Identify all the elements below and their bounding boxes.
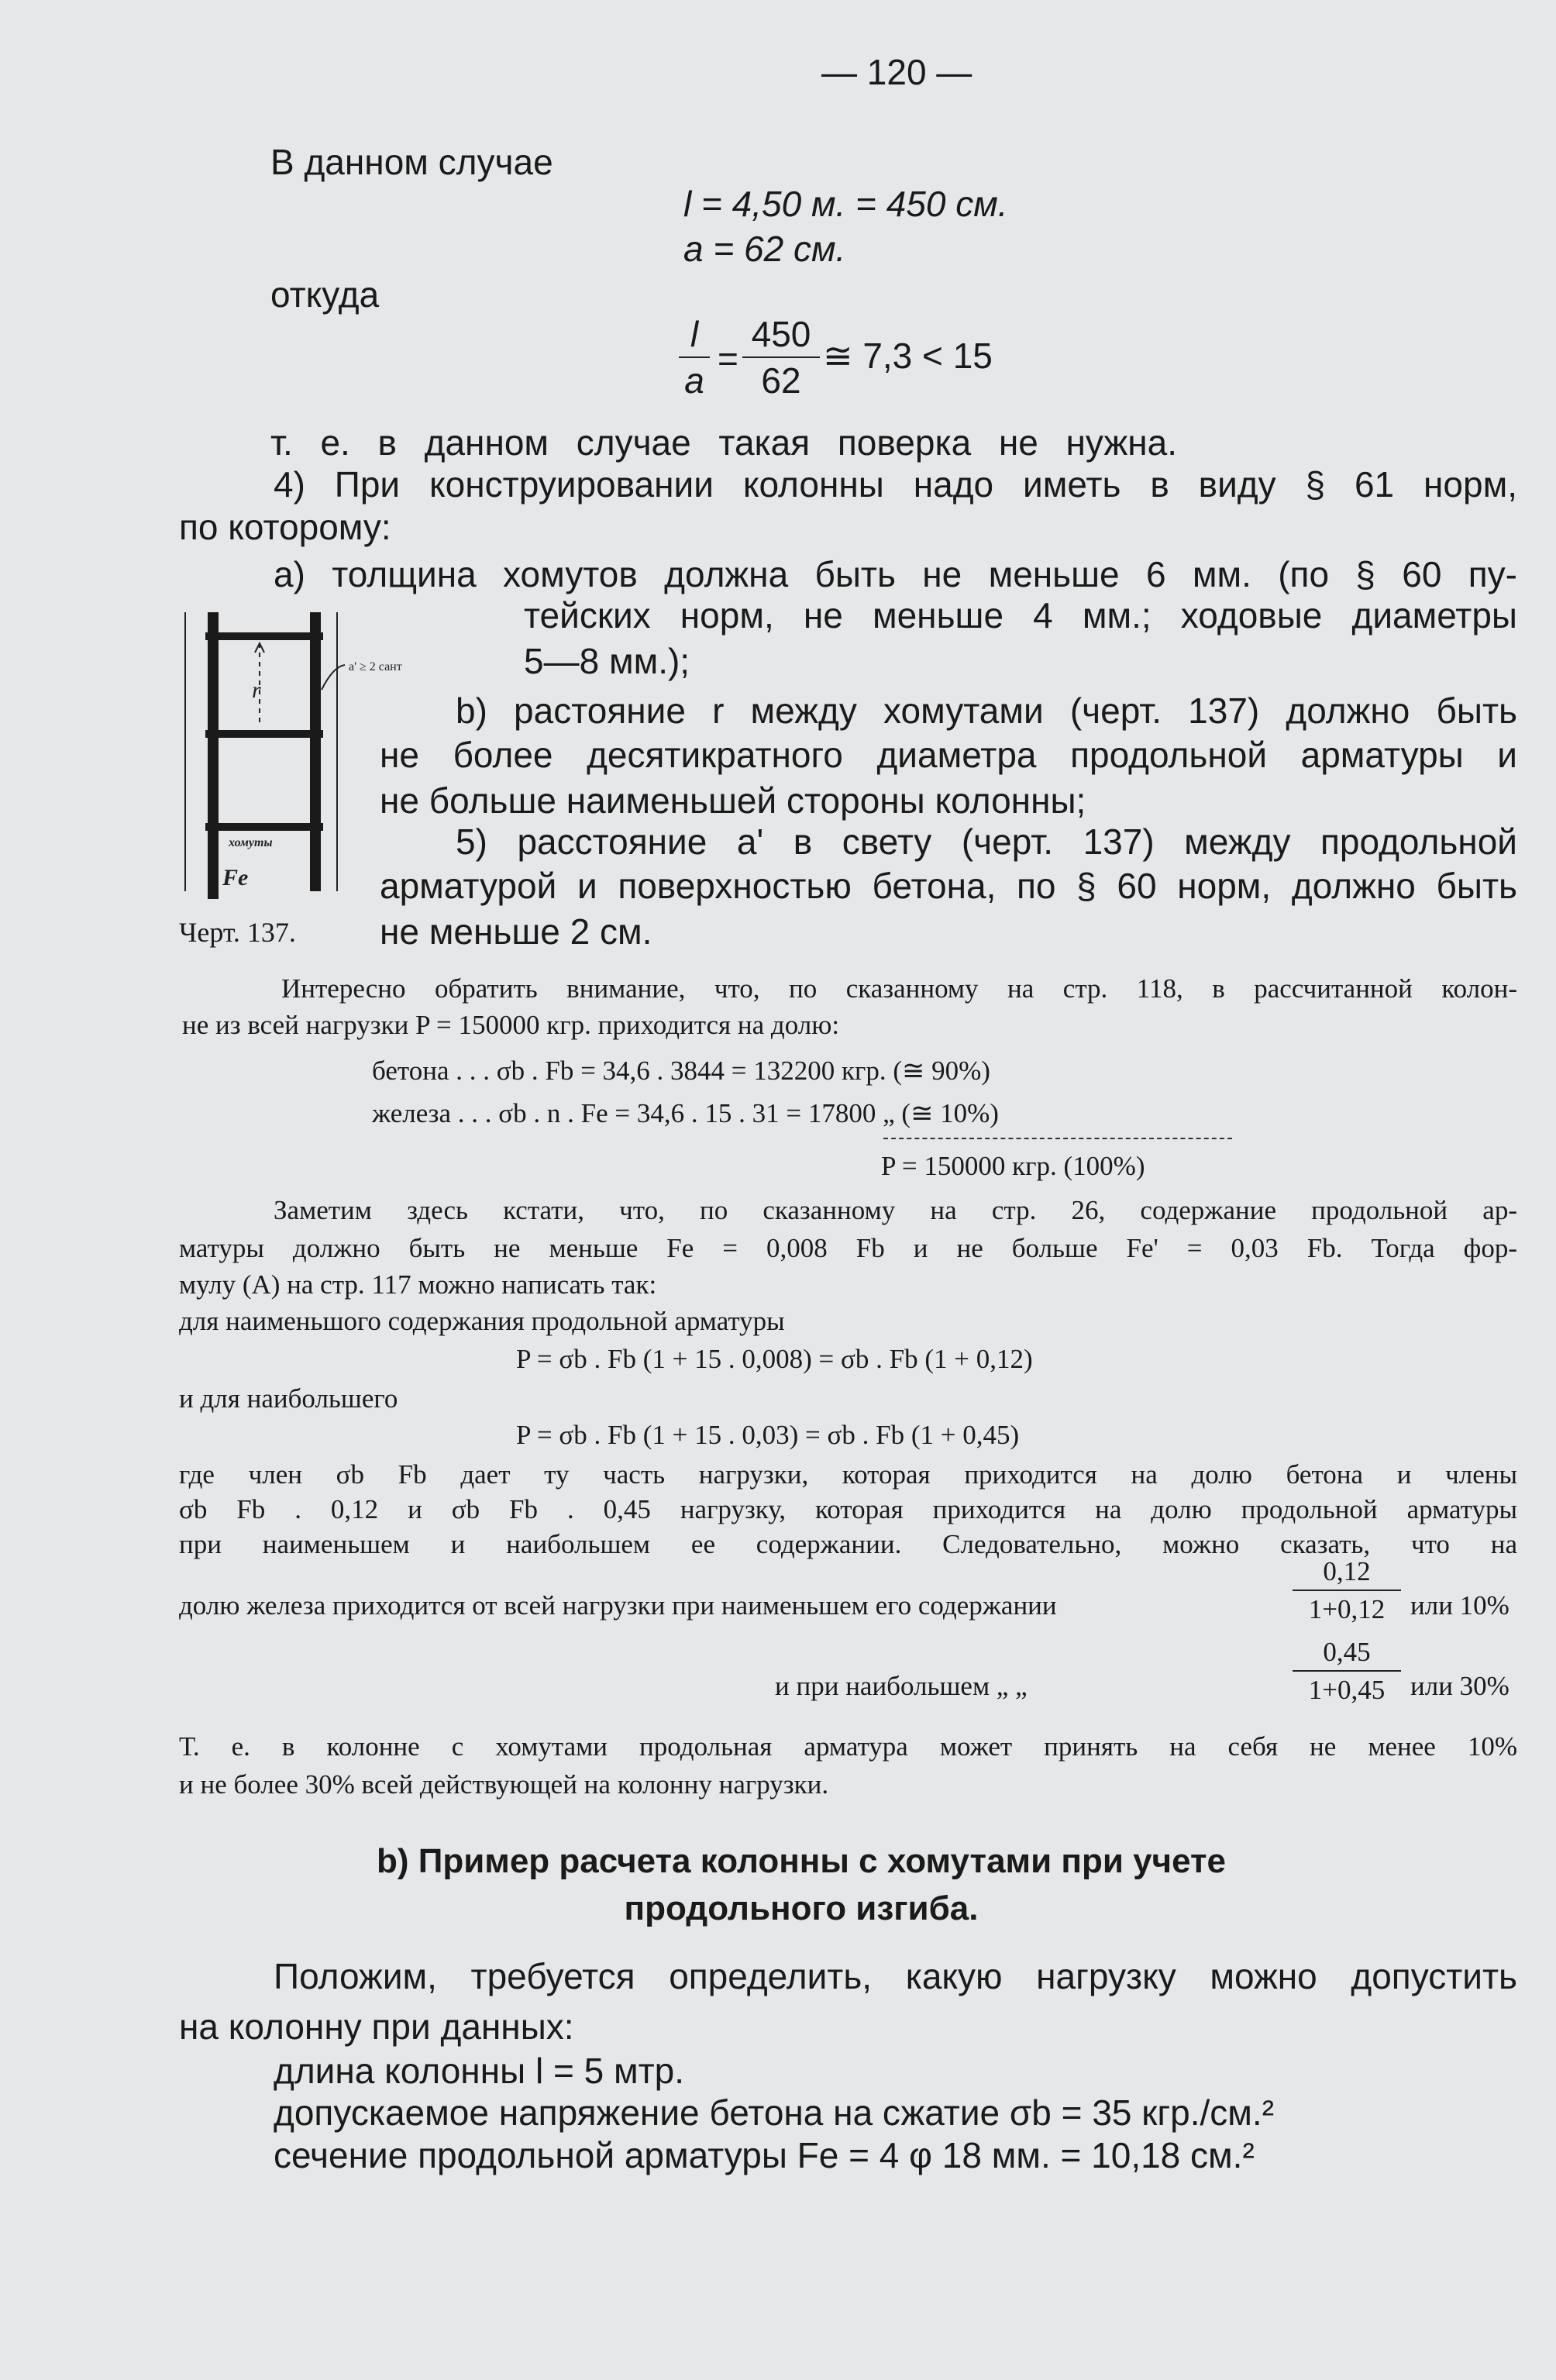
figure-caption: Черт. 137. [179,917,296,948]
sum-underline [883,1138,1232,1139]
fraction-den: 1+0,45 [1308,1675,1386,1705]
ratio-num: 450 [751,314,811,354]
text-line: допускаемое напряжение бетона на сжатие σb = 35 кгр./см.² [274,2092,1275,2133]
text-line: 4) При конструировании колонны надо иметь в виду § 61 норм, [274,464,1517,505]
figure-137-column-ties [174,597,402,907]
fraction-bar [679,356,710,358]
label-ties: хомуты [229,836,273,849]
text-line: при наименьшем и наибольшем ее содержании. Следовательно, можно сказать, что на [179,1529,1517,1559]
text-line: и для наибольшего [179,1383,398,1414]
formula-l: l = 4,50 м. = 450 см. [683,184,1008,224]
formula-a: a = 62 см. [683,229,846,269]
label-cover: a' ≥ 2 сант [349,660,402,673]
ratio-den: 62 [761,360,801,401]
text-line: длина колонны l = 5 мтр. [274,2051,685,2091]
fraction-min [1293,1558,1401,1623]
fraction-max [1293,1638,1401,1703]
ratio-den-symbol: a [684,360,704,401]
label-fe: Fe [222,865,249,890]
formula-line: бетона . . . σb . Fb = 34,6 . 3844 = 132200 кгр. (≅ 90%) [372,1056,990,1086]
text-line: долю железа приходится от всей нагрузки при наименьшем его содержании [179,1590,1057,1621]
text-line: не меньше 2 см. [380,911,652,952]
text-line: сечение продольной арматуры Fe = 4 φ 18 мм. = 10,18 см.² [274,2135,1255,2175]
text-line: где член σb Fb дает ту часть нагрузки, которая приходится на долю бетона и члены [179,1459,1517,1490]
ratio-result: ≅ 7,3 < 15 [823,336,993,376]
text-line: 5—8 мм.); [524,641,690,681]
text-line: не больше наименьшей стороны колонны; [380,780,1086,821]
text-line: т. е. в данном случае такая поверка не нужна. [270,422,1177,463]
page-number: — 120 — [821,52,972,92]
fraction-bar [1293,1670,1401,1672]
fraction-result: или 30% [1410,1671,1510,1701]
text-line: Заметим здесь кстати, что, по сказанному на стр. 26, содержание продольной ар- [274,1195,1517,1225]
text-line: мулу (A) на стр. 117 можно написать так: [179,1269,657,1300]
text-line: и при наибольшем „ „ [775,1671,1028,1701]
equals: = [718,339,738,379]
text-line: не более десятикратного диаметра продольной арматуры и [380,735,1517,775]
fraction-bar [1293,1590,1401,1591]
text-line: по которому: [179,507,391,547]
label-r: r [252,677,261,703]
formula-total: P = 150000 кгр. (100%) [881,1151,1145,1181]
fraction-bar [742,356,820,358]
section-heading: продольного изгиба. [624,1889,979,1927]
text-line: для наименьшого содержания продольной арматуры [179,1306,785,1336]
text-line: арматурой и поверхностью бетона, по § 60 норм, должно быть [380,866,1517,906]
text-line: матуры должно быть не меньше Fe = 0,008 Fb и не больше Fe' = 0,03 Fb. Тогда фор- [179,1233,1517,1263]
text-line: 5) расстояние a' в свету (черт. 137) между продольной [456,821,1517,862]
text-line: на колонну при данных: [179,2006,574,2047]
fraction-den: 1+0,12 [1308,1594,1386,1624]
fraction-result: или 10% [1410,1590,1510,1621]
text-line: σb Fb . 0,12 и σb Fb . 0,45 нагрузку, которая приходится на долю продольной арматуры [179,1494,1517,1524]
fraction-num: 0,12 [1323,1556,1371,1586]
ratio-num-symbol: l [690,314,699,354]
text-line: В данном случае [270,142,553,182]
text-line: а) толщина хомутов должна быть не меньше 6 мм. (по § 60 пу- [274,554,1517,594]
formula-line: железа . . . σb . n . Fe = 34,6 . 15 . 31 = 17800 „ (≅ 10%) [372,1098,999,1128]
text-line: откуда [270,274,380,315]
ratio-symbolic [679,314,710,401]
text-line: b) растояние r между хомутами (черт. 137) должно быть [456,691,1517,731]
ratio-numeric [742,314,820,401]
text-line: Т. е. в колонне с хомутами продольная арматура может принять на себя не менее 10% [179,1731,1517,1762]
formula-max: P = σb . Fb (1 + 15 . 0,03) = σb . Fb (1 + 0,45) [516,1420,1020,1450]
formula-min: P = σb . Fb (1 + 15 . 0,008) = σb . Fb (1 + 0,12) [516,1344,1033,1374]
text-line: Интересно обратить внимание, что, по сказанному на стр. 118, в рассчитанной колон- [281,973,1517,1004]
text-line: тейских норм, не меньше 4 мм.; ходовые диаметры [524,595,1517,635]
text-line: Положим, требуется определить, какую нагрузку можно допустить [274,1956,1517,1996]
fraction-num: 0,45 [1323,1637,1371,1667]
text-line: не из всей нагрузки P = 150000 кгр. приходится на долю: [182,1010,840,1040]
text-line: и не более 30% всей действующей на колонну нагрузки. [179,1769,829,1800]
section-heading: b) Пример расчета колонны с хомутами при учете [376,1842,1227,1880]
